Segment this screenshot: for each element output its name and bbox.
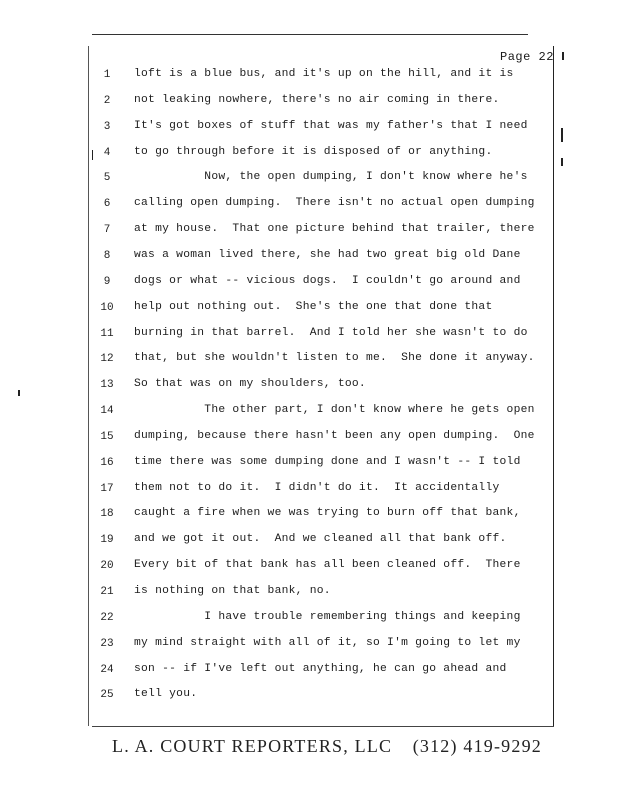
line-number: 3 — [103, 120, 111, 133]
line-text: was a woman lived there, she had two great big old Dane — [134, 248, 521, 261]
line-text: Every bit of that bank has all been cleaned off. There — [134, 559, 521, 572]
line-number: 25 — [100, 689, 114, 702]
line-number: 24 — [100, 663, 114, 676]
line-number: 14 — [100, 405, 114, 418]
line-text: them not to do it. I didn't do it. It accidentally — [134, 481, 500, 494]
line-number: 9 — [103, 275, 111, 288]
line-number: 18 — [100, 508, 114, 521]
line-text: is nothing on that bank, no. — [134, 585, 331, 597]
line-number: 11 — [100, 327, 114, 340]
line-text: at my house. That one picture behind that trailer, there — [134, 223, 535, 236]
line-text: not leaking nowhere, there's no air coming in there. — [134, 93, 500, 106]
line-number: 6 — [103, 198, 111, 211]
line-text: dogs or what -- vicious dogs. I couldn't go around and — [134, 274, 521, 287]
line-text: my mind straight with all of it, so I'm going to let my — [134, 636, 521, 649]
line-text: Now, the open dumping, I don't know where he's — [134, 171, 528, 184]
line-number: 15 — [100, 430, 114, 443]
line-number: 13 — [100, 379, 114, 392]
line-number: 17 — [100, 482, 114, 495]
line-number: 8 — [103, 249, 111, 262]
line-number: 16 — [100, 456, 114, 469]
footer-company: L. A. COURT REPORTERS, LLC — [112, 736, 393, 756]
line-text: time there was some dumping done and I wasn't -- I told — [134, 455, 521, 468]
line-text: and we got it out. And we cleaned all that bank off. — [134, 533, 507, 546]
line-number: 23 — [100, 637, 114, 650]
line-text: calling open dumping. There isn't no actual open dumping — [134, 197, 535, 210]
line-text: caught a fire when we was trying to burn off that bank, — [134, 507, 521, 520]
line-number: 22 — [100, 611, 114, 624]
line-number: 19 — [100, 534, 114, 547]
margin-tick — [562, 52, 564, 60]
line-number: 21 — [100, 586, 114, 598]
line-text: I have trouble remembering things and keeping — [134, 610, 521, 623]
line-text: burning in that barrel. And I told her she wasn't to do — [134, 326, 528, 339]
line-text: The other part, I don't know where he gets open — [134, 404, 535, 417]
line-text: tell you. — [134, 688, 198, 701]
line-number: 12 — [100, 353, 114, 366]
footer-phone: (312) 419-9292 — [412, 736, 542, 756]
line-number: 2 — [103, 94, 111, 107]
line-text: loft is a blue bus, and it's up on the hill, and it is — [134, 68, 514, 80]
line-number: 10 — [100, 301, 114, 314]
line-number: 7 — [103, 224, 111, 237]
line-text: to go through before it is disposed of or anything. — [134, 145, 493, 158]
line-text: that, but she wouldn't listen to me. She done it anyway. — [134, 352, 535, 365]
line-number: 5 — [103, 172, 111, 185]
line-text: dumping, because there hasn't been any open dumping. One — [134, 429, 535, 442]
page-number: Page 22 — [500, 50, 554, 64]
margin-tick — [561, 128, 563, 142]
bottom-rule — [92, 726, 554, 727]
line-text: son -- if I've left out anything, he can go ahead and — [134, 662, 507, 675]
line-number: 20 — [100, 560, 114, 573]
margin-tick — [92, 150, 93, 160]
footer — [112, 736, 542, 757]
line-number: 4 — [103, 146, 111, 159]
line-number: 1 — [103, 69, 111, 81]
line-text: help out nothing out. She's the one that done that — [134, 300, 493, 313]
top-rule — [92, 34, 528, 35]
line-text: So that was on my shoulders, too. — [134, 378, 366, 391]
margin-tick — [561, 158, 563, 166]
margin-tick — [18, 390, 20, 396]
line-text: It's got boxes of stuff that was my father's that I need — [134, 119, 528, 132]
